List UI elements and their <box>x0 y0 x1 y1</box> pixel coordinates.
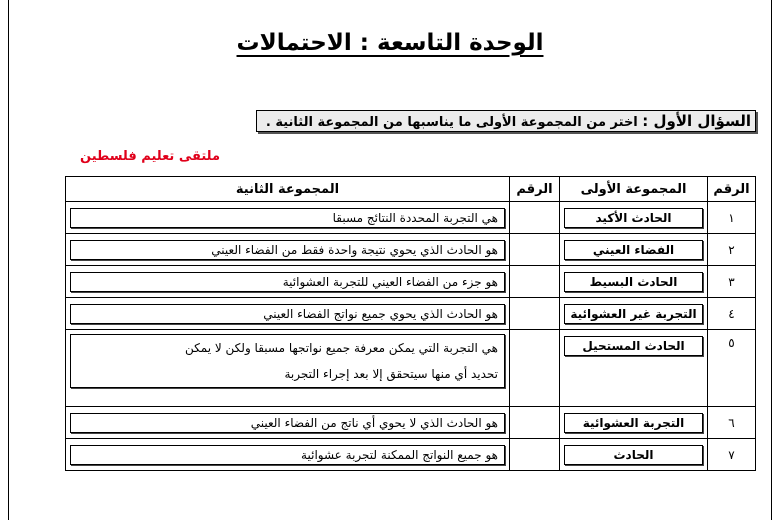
group1-term: الحادث الأكيد <box>564 208 703 228</box>
group2-cell <box>66 266 510 298</box>
group2-cell <box>66 330 510 407</box>
unit-title-text: الوحدة التاسعة : الاحتمالات <box>236 30 544 56</box>
row-number: ٥ <box>708 330 756 407</box>
group1-term: الحادث البسيط <box>564 272 703 292</box>
group2-cell <box>66 234 510 266</box>
row-number: ٤ <box>708 298 756 330</box>
group2-definition: هو الحادث الذي يحوي جميع نواتج الفضاء العيني <box>70 304 505 324</box>
group1-term: التجربة العشوائية <box>564 413 703 433</box>
table-row <box>66 407 756 439</box>
matching-table <box>65 176 756 471</box>
answer-cell[interactable] <box>510 330 560 407</box>
table-row <box>66 439 756 471</box>
header-group2: المجموعة الثانية <box>66 177 510 202</box>
table-row <box>66 202 756 234</box>
group2-definition: هي التجربة المحددة النتائج مسبقا <box>70 208 505 228</box>
group1-term: الحادث المستحيل <box>564 336 703 356</box>
group2-cell <box>66 298 510 330</box>
question-banner <box>256 110 756 132</box>
answer-cell[interactable] <box>510 266 560 298</box>
row-number: ٣ <box>708 266 756 298</box>
group1-cell <box>560 439 708 471</box>
table-row <box>66 298 756 330</box>
group2-cell <box>66 439 510 471</box>
group1-cell <box>560 234 708 266</box>
group2-definition: هو جميع النواتج الممكنة لتجربة عشوائية <box>70 445 505 465</box>
row-number: ٢ <box>708 234 756 266</box>
group2-cell <box>66 407 510 439</box>
table-row <box>66 266 756 298</box>
header-group1: المجموعة الأولى <box>560 177 708 202</box>
header-number: الرقم <box>708 177 756 202</box>
group2-definition: هو الحادث الذي يحوي نتيجة واحدة فقط من الفضاء العيني <box>70 240 505 260</box>
table-row <box>66 330 756 407</box>
question-text: اختر من المجموعة الأولى ما يناسبها من المجموعة الثانية . <box>265 115 638 130</box>
header-number2: الرقم <box>510 177 560 202</box>
row-number: ١ <box>708 202 756 234</box>
group1-term: الفضاء العيني <box>564 240 703 260</box>
answer-cell[interactable] <box>510 298 560 330</box>
row-number: ٧ <box>708 439 756 471</box>
group1-cell <box>560 407 708 439</box>
table-row <box>66 234 756 266</box>
answer-cell[interactable] <box>510 202 560 234</box>
watermark-text: ملتقى تعليم فلسطين <box>80 149 220 164</box>
table-header-row <box>66 177 756 202</box>
group2-cell <box>66 202 510 234</box>
question-label: السؤال الأول : <box>642 112 751 130</box>
answer-cell[interactable] <box>510 407 560 439</box>
row-number: ٦ <box>708 407 756 439</box>
answer-cell[interactable] <box>510 439 560 471</box>
group2-definition <box>70 334 505 388</box>
group1-cell <box>560 298 708 330</box>
group2-definition: هو جزء من الفضاء العيني للتجربة العشوائية <box>70 272 505 292</box>
group1-cell <box>560 266 708 298</box>
group2-definition: هو الحادث الذي لا يحوي أي ناتج من الفضاء العيني <box>70 413 505 433</box>
group1-cell <box>560 202 708 234</box>
group1-cell <box>560 330 708 407</box>
answer-cell[interactable] <box>510 234 560 266</box>
group2-definition-line: هي التجربة التي يمكن معرفة جميع نواتجها مسبقا ولكن لا يمكن <box>185 341 498 355</box>
group1-term: الحادث <box>564 445 703 465</box>
group2-definition-line: تحديد أي منها سيتحقق إلا بعد إجراء التجربة <box>284 367 498 381</box>
group1-term: التجربة غير العشوائية <box>564 304 703 324</box>
unit-title <box>0 30 780 56</box>
